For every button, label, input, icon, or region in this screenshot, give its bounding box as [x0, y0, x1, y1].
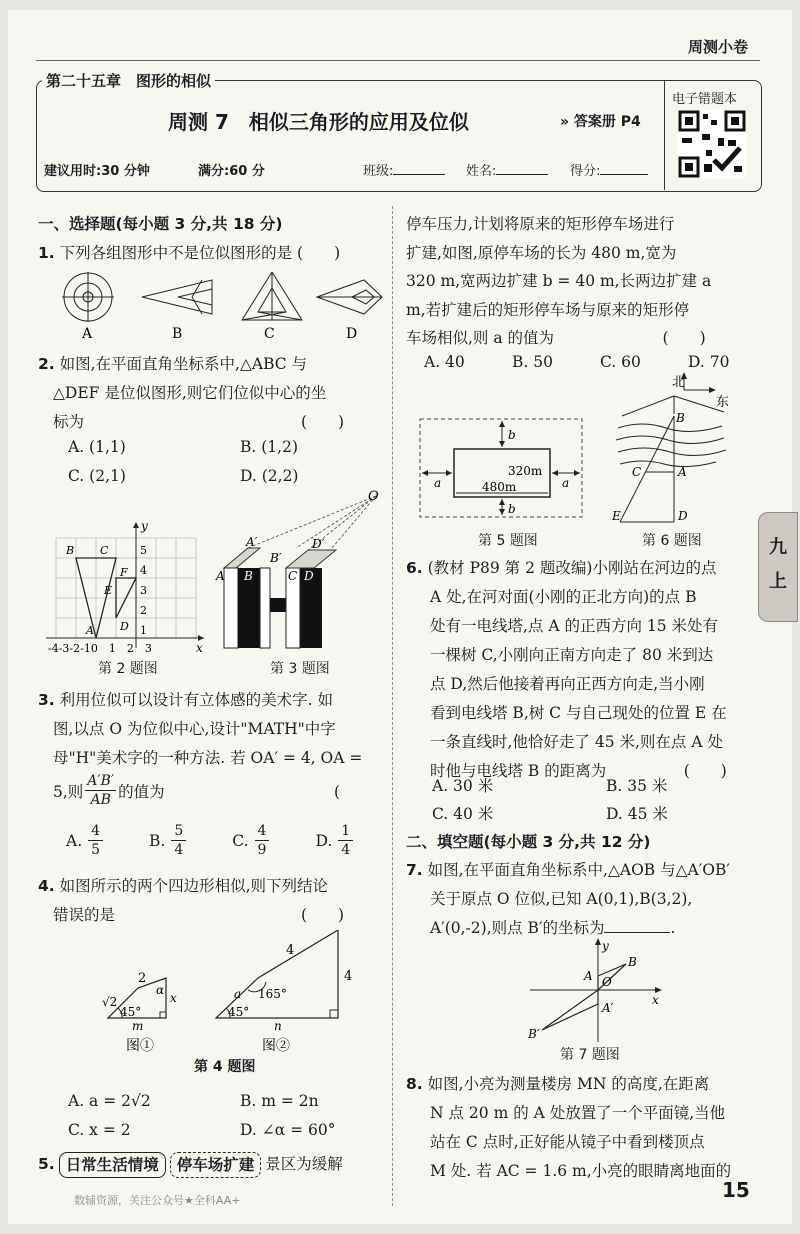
q7-stem: 7. 如图,在平面直角坐标系中,△AOB 与△A′OB′ 关于原点 O 位似,已知 A(0,1),B(3,2), A′(0,-2),则点 B′的坐标为 .: [406, 861, 730, 937]
svg-text:A′: A′: [602, 1001, 614, 1015]
section-choice-heading: 一、选择题(每小题 3 分,共 18 分): [38, 215, 283, 233]
q4-option-d[interactable]: D. ∠α = 60°: [240, 1121, 336, 1139]
q3-answer-paren: (: [334, 783, 341, 801]
top-rule: [36, 60, 760, 61]
svg-text:320m: 320m: [508, 464, 543, 478]
svg-text:A: A: [216, 569, 225, 583]
q3-stem: 3. 利用位似可以设计有立体感的美术字. 如 图,以点 O 为位似中心,设计"MATH"中字 母"H"美术字的一种方法. 若 OA′ = 4, OA =: [38, 691, 363, 767]
svg-text:D: D: [304, 569, 314, 583]
fig5-caption: 第 5 题图: [478, 533, 538, 549]
suggested-time: 建议用时:30 分钟: [44, 164, 150, 179]
q5-option-a[interactable]: A. 40: [424, 353, 465, 371]
svg-text:3: 3: [140, 584, 147, 597]
svg-text:a: a: [562, 476, 570, 490]
q1-figures: [52, 272, 392, 342]
svg-text:n: n: [274, 1019, 282, 1033]
svg-text:图②: 图②: [262, 1038, 290, 1054]
q3-options: [66, 822, 353, 859]
fig2-caption: 第 2 题图: [98, 661, 158, 677]
q6-option-c[interactable]: C. 40 米: [432, 805, 494, 823]
q4-quadrilaterals-figure: [88, 930, 368, 1058]
q3-h-figure: [208, 488, 388, 658]
svg-text:1: 1: [140, 624, 147, 637]
q1-stem: 1. 下列各组图形中不是位似图形的是 ( ): [38, 244, 341, 262]
q1-fig-a: [62, 272, 114, 322]
q4-option-b[interactable]: B. m = 2n: [240, 1092, 319, 1110]
qr-divider: [664, 80, 665, 190]
q6-stem: 6. (教材 P89 第 2 题改编)小刚站在河边的点 A 处,在河对面(小刚的正北方向)的点 B 处有一电线塔,点 A 的正西方向 15 米处有 一棵树 C,小刚向正南方向走了 80 米到达 点 D,然后他接着再向正西方向走,当小刚 看到电线塔 B,树 C 与自己现处的位置 E 在 一条直线时,他恰好走了 45 米,则在点 A 处 时他与电线塔 B 的距离为 ( ): [406, 559, 727, 780]
q6-option-d[interactable]: D. 45 米: [606, 805, 668, 823]
svg-text:45°: 45°: [120, 1005, 142, 1019]
svg-text:A′: A′: [246, 535, 258, 549]
svg-text:5: 5: [140, 544, 147, 557]
svg-text:x: x: [652, 993, 659, 1007]
svg-text:D: D: [120, 620, 129, 633]
answer-ref: » 答案册 P4: [560, 114, 641, 130]
svg-text:C: C: [632, 465, 642, 479]
q1-label-c: C: [264, 326, 275, 342]
q4-option-c[interactable]: C. x = 2: [68, 1121, 131, 1139]
q5-option-d[interactable]: D. 70: [688, 353, 730, 371]
name-field[interactable]: 姓名:: [466, 160, 548, 179]
full-score: 满分:60 分: [198, 164, 265, 179]
triangle-a2ob2: [542, 990, 598, 1030]
svg-text:480m: 480m: [482, 480, 517, 494]
svg-text:A: A: [584, 969, 593, 983]
svg-text:图①: 图①: [126, 1038, 154, 1054]
q5-stem-cont: 停车压力,计划将原来的矩形停车场进行 扩建,如图,原停车场的长为 480 m,宽为 320 m,宽两边扩建 b = 40 m,长两边扩建 a m,若扩建后的矩形停车场与原来的矩形停 车场相似,则 a 的值为 ( ): [406, 215, 712, 347]
svg-text:A: A: [678, 465, 687, 479]
corner-label: 周测小卷: [688, 38, 749, 56]
svg-text:O: O: [368, 489, 379, 504]
grade-side-tab: 九 上: [758, 512, 798, 622]
test-title: 周测 7 相似三角形的应用及位似: [168, 110, 469, 134]
q8-stem: 8. 如图,小亮为测量楼房 MN 的高度,在距离 N 点 20 m 的 A 处放置了一个平面镜,当他 站在 C 点时,正好能从镜子中看到楼顶点 M 处. 若 AC = 1.6 m,小亮的眼睛离地面的: [406, 1075, 732, 1180]
q5-parking-figure: [416, 415, 591, 530]
svg-text:√2: √2: [102, 995, 118, 1009]
chapter-title: 第二十五章 图形的相似: [42, 70, 215, 91]
q2-option-c[interactable]: C. (2,1): [68, 467, 126, 485]
qr-code-icon[interactable]: [678, 110, 746, 178]
fig7-caption: 第 7 题图: [560, 1047, 620, 1063]
svg-text:D: D: [678, 509, 688, 523]
svg-text:E: E: [612, 509, 621, 523]
svg-text:a: a: [434, 476, 442, 490]
svg-text:A: A: [86, 624, 94, 637]
fig6-caption: 第 6 题图: [642, 533, 702, 549]
worksheet-page: [8, 10, 792, 1224]
q6-option-b[interactable]: B. 35 米: [606, 777, 668, 795]
svg-text:B′: B′: [528, 1027, 540, 1041]
svg-text:2: 2: [140, 604, 147, 617]
svg-text:2: 2: [138, 971, 147, 986]
q1-fig-c: [242, 272, 302, 320]
q2-option-b[interactable]: B. (1,2): [240, 438, 298, 456]
svg-text:4: 4: [344, 969, 353, 984]
score-field[interactable]: 得分:: [570, 160, 648, 179]
svg-text:α: α: [156, 983, 165, 997]
svg-text:y: y: [141, 519, 148, 533]
column-divider: [392, 206, 393, 1206]
fig4-caption: 第 4 题图: [194, 1059, 256, 1075]
svg-text:b: b: [508, 502, 516, 516]
footer-watermark: 数辅资源，关注公众号★全科AA+: [74, 1194, 241, 1207]
svg-text:4: 4: [140, 564, 147, 577]
section-fill-heading: 二、填空题(每小题 3 分,共 12 分): [406, 833, 651, 851]
q2-option-a[interactable]: A. (1,1): [68, 438, 126, 456]
q4-option-a[interactable]: A. a = 2√2: [68, 1092, 151, 1110]
svg-text:y: y: [602, 939, 609, 953]
q2-grid-figure: [46, 518, 211, 658]
context-tag: 日常生活情境: [59, 1152, 166, 1178]
q1-label-a: A: [82, 326, 93, 342]
svg-text:D′: D′: [312, 537, 325, 551]
svg-text:B: B: [244, 569, 253, 583]
q3-option-b[interactable]: B. 5 4: [149, 822, 186, 859]
q4-stem: 4. 如图所示的两个四边形相似,则下列结论 错误的是 ( ): [38, 877, 345, 924]
q7-coordinate-figure: [528, 938, 668, 1044]
q2-option-d[interactable]: D. (2,2): [240, 467, 299, 485]
svg-text:B: B: [676, 411, 685, 425]
svg-text:B: B: [628, 955, 637, 969]
q1-fig-d: [317, 280, 382, 314]
svg-text:4: 4: [286, 943, 295, 958]
svg-text:x: x: [196, 641, 203, 655]
svg-text:165°: 165°: [258, 987, 287, 1001]
svg-text:东: 东: [716, 395, 730, 410]
q6-option-a[interactable]: A. 30 米: [432, 777, 494, 795]
svg-text:B′: B′: [270, 551, 282, 565]
q6-tower-figure: [612, 372, 744, 530]
q3-option-d[interactable]: D. 1 4: [315, 822, 353, 859]
svg-text:m: m: [132, 1019, 144, 1033]
svg-text:C: C: [288, 569, 298, 583]
svg-text:F: F: [120, 566, 128, 579]
svg-text:B: B: [66, 544, 75, 557]
svg-text:C: C: [100, 544, 109, 557]
q1-fig-b: [142, 280, 212, 314]
page-number: 15: [722, 1178, 750, 1202]
svg-text:x: x: [170, 991, 177, 1005]
q3-ratio-line: 5,则 A′B′ AB 的值为: [53, 773, 165, 808]
q2-stem: 2. 如图,在平面直角坐标系中,△ABC 与 △DEF 是位似图形,则它们位似中心的坐 标为 ( ): [38, 355, 345, 431]
fig3-caption: 第 3 题图: [270, 661, 330, 677]
double-chevron-icon: »: [560, 114, 570, 130]
q5-stem-start: 5. 日常生活情境 停车场扩建 景区为缓解: [38, 1150, 343, 1179]
svg-text:北: 北: [672, 375, 686, 390]
svg-text:O: O: [602, 975, 612, 989]
class-field[interactable]: 班级:: [363, 160, 445, 179]
error-book-label: 电子错题本: [672, 92, 738, 107]
q1-label-b: B: [172, 326, 183, 342]
q5-option-c[interactable]: C. 60: [600, 353, 641, 371]
svg-text:-4-3-2-10 1 2 3: -4-3-2-10 1 2 3: [48, 642, 152, 655]
svg-text:a: a: [234, 987, 242, 1001]
q3-option-a[interactable]: A. 4 5: [66, 822, 103, 859]
topic-tag: 停车场扩建: [170, 1152, 262, 1178]
svg-text:b: b: [508, 428, 516, 442]
svg-text:45°: 45°: [228, 1005, 250, 1019]
q1-label-d: D: [346, 326, 358, 342]
svg-text:E: E: [104, 584, 113, 597]
q3-option-c[interactable]: C. 4 9: [232, 822, 269, 859]
q5-option-b[interactable]: B. 50: [512, 353, 553, 371]
